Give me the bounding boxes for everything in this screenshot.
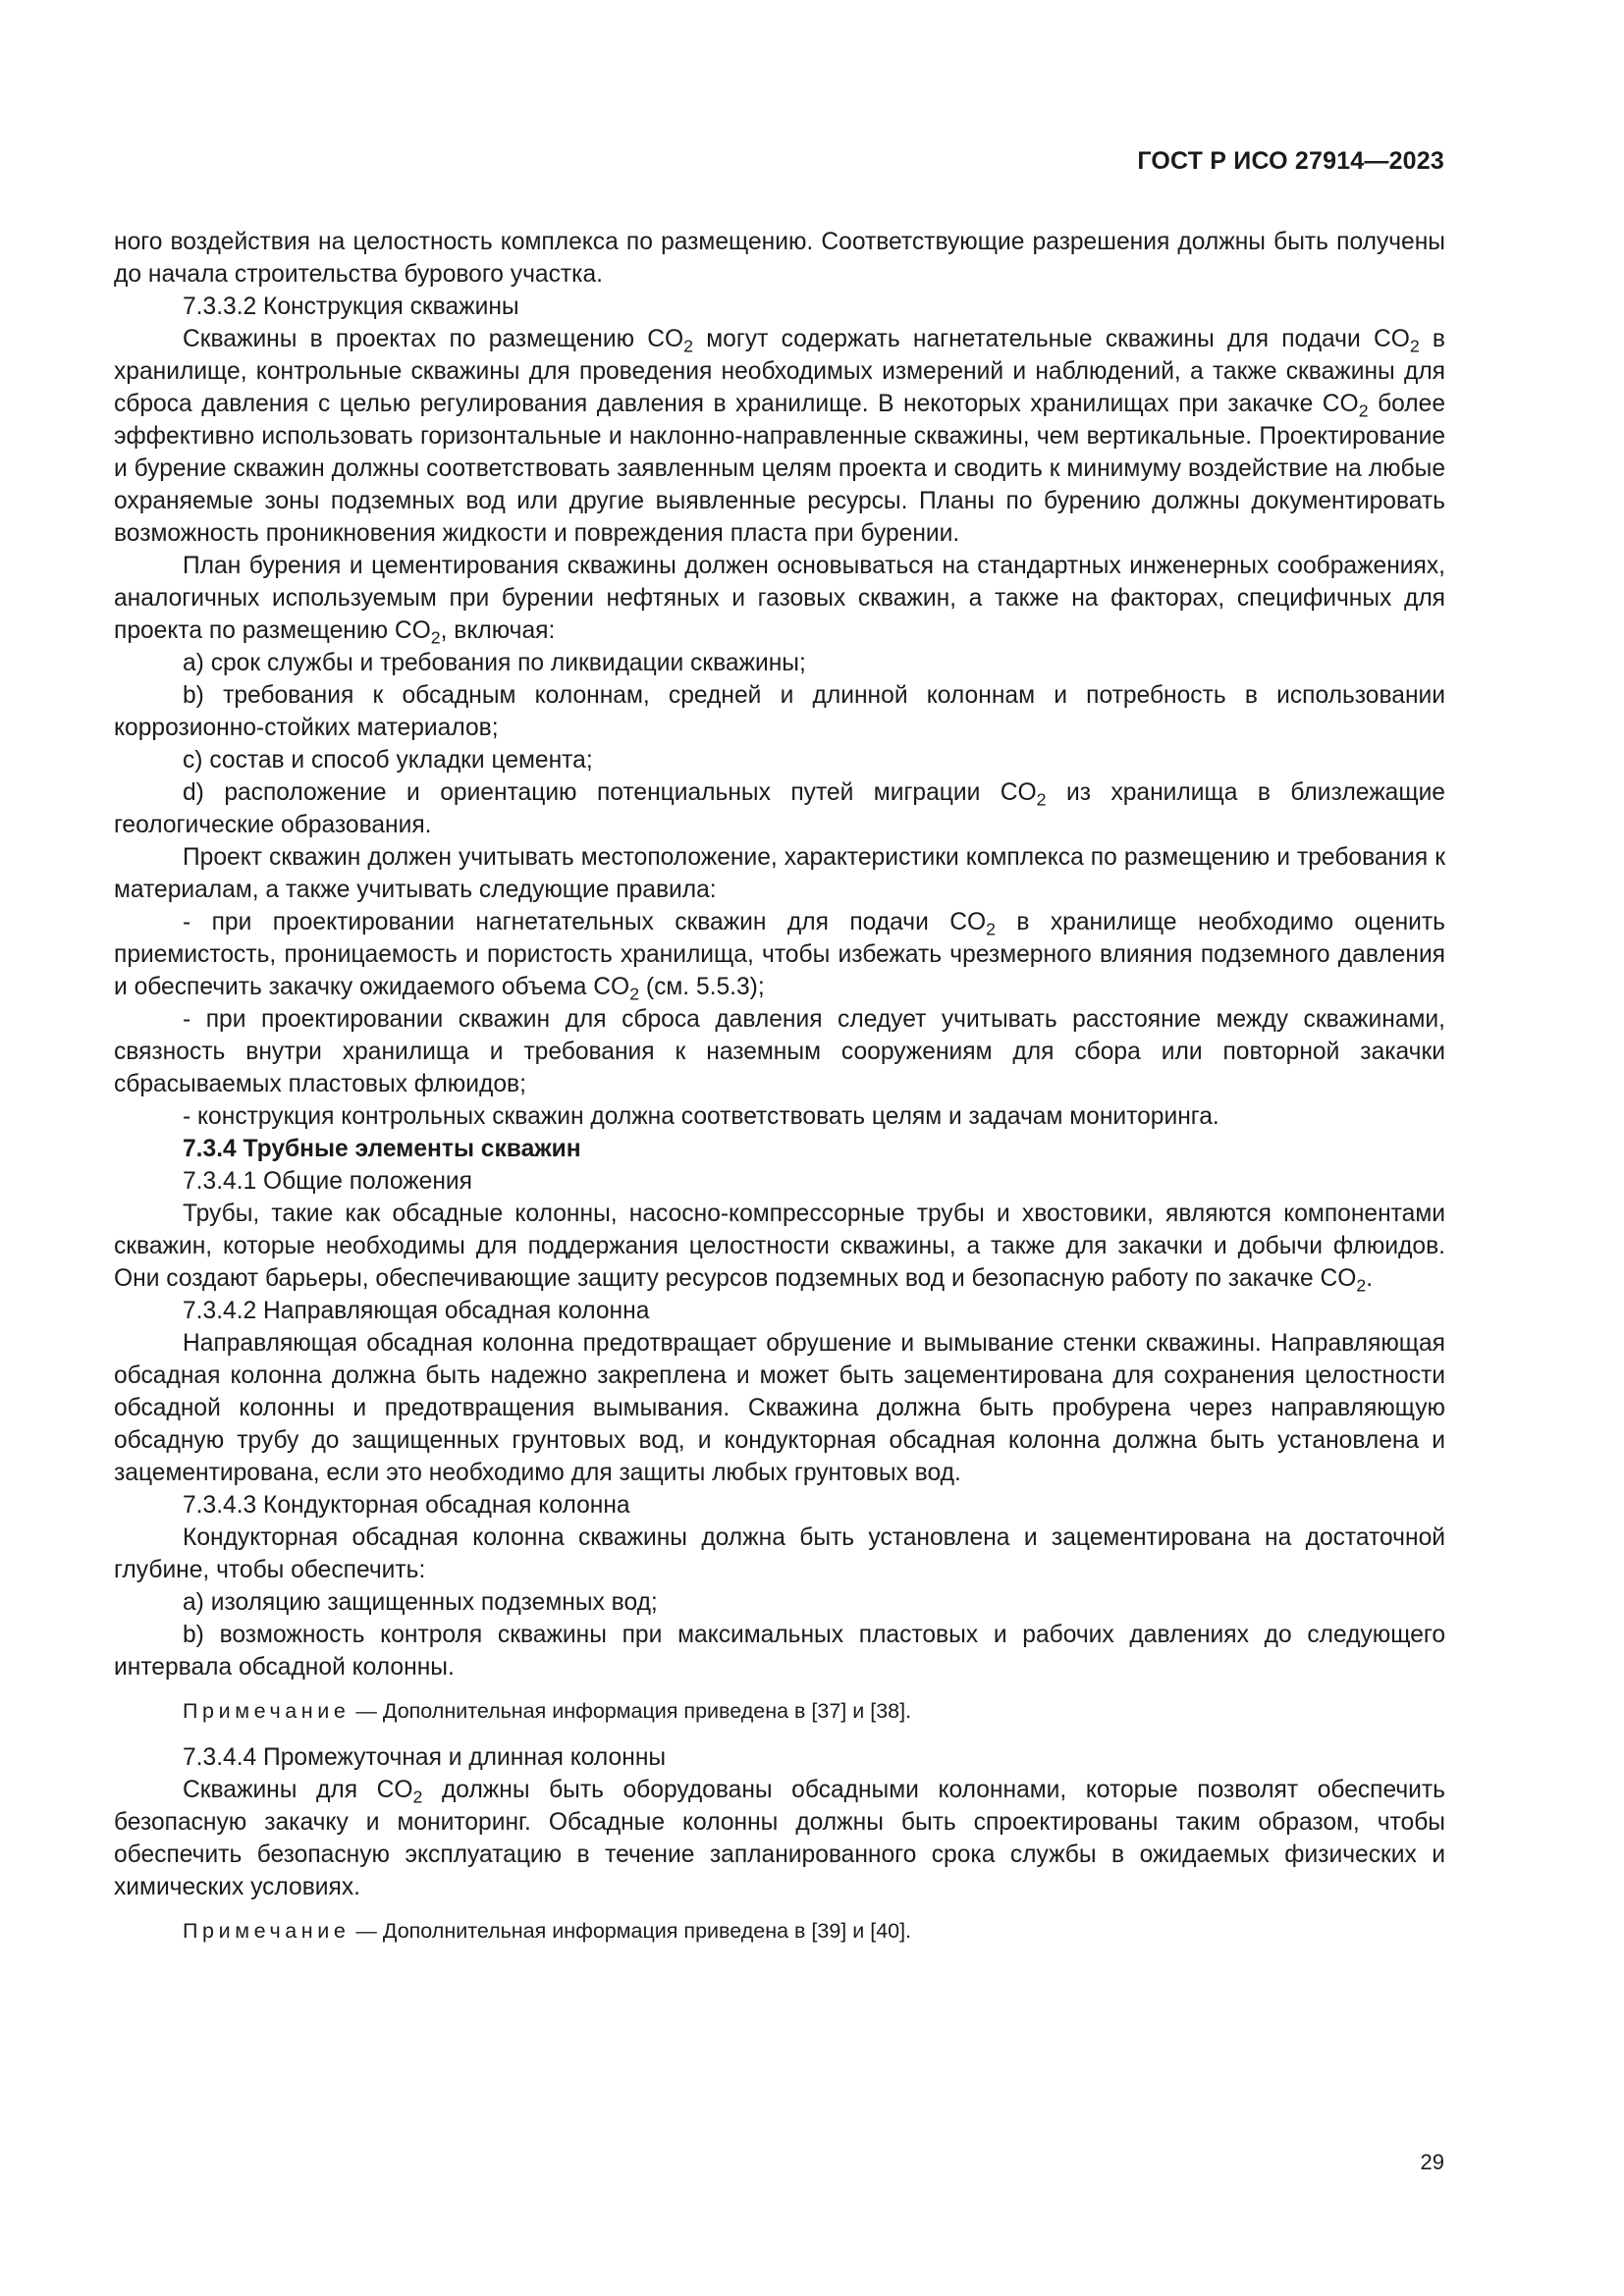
document-header-code: ГОСТ Р ИСО 27914—2023: [1137, 147, 1444, 175]
list-item: с) состав и способ укладки цемента;: [183, 747, 593, 774]
list-item: b) возможность контроля скважины при максимальных пластовых и рабочих давлениях до следующего интервала обсадной колонны.: [114, 1622, 1445, 1681]
document-body: [114, 226, 1445, 1961]
paragraph: Трубы, такие как обсадные колонны, насосно-компрессорные трубы и хвостовики, являются компонентами скважин, которые необходимы для поддержания целостности скважины, а также для закачки и добычи флюидов. Они создают барьеры, обеспечивающие защиту ресурсов подземных вод и безопасную работу по закачке $CO_2$.: [114, 1201, 1445, 1296]
note: Примечание — Дополнительная информация приведена в [37] и [38].: [183, 1699, 912, 1723]
section-heading-7-3-4-3: 7.3.4.3 Кондукторная обсадная колонна: [183, 1492, 630, 1519]
list-item: а) изоляцию защищенных подземных вод;: [183, 1589, 658, 1616]
note-label: Примечание: [183, 1699, 351, 1723]
dash-list-item: - при проектировании скважин для сброса давления следует учитывать расстояние между скважинами, связность внутри хранилища и требования к наземным сооружениям для сбора или повторной закачки сбрасываемых пластовых флюидов;: [114, 1006, 1445, 1097]
section-heading-7-3-4-1: 7.3.4.1 Общие положения: [183, 1168, 472, 1195]
list-item: b) требования к обсадным колоннам, средней и длинной колоннам и потребность в использовании коррозионно-стойких материалов;: [114, 682, 1445, 741]
paragraph: Проект скважин должен учитывать местоположение, характеристики комплекса по размещению и требования к материалам, а также учитывать следующие правила:: [114, 844, 1445, 903]
paragraph: План бурения и цементирования скважины должен основываться на стандартных инженерных соображениях, аналогичных используемым при бурении нефтяных и газовых скважин, а также на факторах, специфичных для проекта по размещению $CO_2$, включая:: [114, 553, 1445, 648]
section-heading-7-3-4-4: 7.3.4.4 Промежуточная и длинная колонны: [183, 1744, 667, 1771]
paragraph: Скважины для $CO_2$ должны быть оборудованы обсадными колоннами, которые позволят обеспечить безопасную закачку и мониторинг. Обсадные колонны должны быть спроектированы таким образом, чтобы обеспечить безопасную эксплуатацию в течение запланированного срока службы в ожидаемых физических и химических условиях.: [114, 1777, 1445, 1900]
paragraph: Направляющая обсадная колонна предотвращает обрушение и вымывание стенки скважины. Направляющая обсадная колонна должна быть надежно закреплена и может быть зацементирована для сохранения целостности обсадной колонны и предотвращения вымывания. Скважина должна быть пробурена через направляющую обсадную трубу до защищенных грунтовых вод, и кондукторная обсадная колонна должна быть установлена и зацементирована, если это необходимо для защиты любых грунтовых вод.: [114, 1330, 1445, 1486]
note: Примечание — Дополнительная информация приведена в [39] и [40].: [183, 1919, 912, 1943]
section-heading-7-3-4: 7.3.4 Трубные элементы скважин: [183, 1136, 581, 1162]
dash-list-item: - при проектировании нагнетательных скважин для подачи $CO_2$ в хранилище необходимо оценить приемистость, проницаемость и пористость хранилища, чтобы избежать чрезмерного влияния подземного давления и обеспечить закачку ожидаемого объема $CO_2$ (см. 5.5.3);: [114, 909, 1445, 1004]
paragraph: Кондукторная обсадная колонна скважины должна быть установлена и зацементирована на достаточной глубине, чтобы обеспечить:: [114, 1524, 1445, 1583]
section-heading-7-3-4-2: 7.3.4.2 Направляющая обсадная колонна: [183, 1298, 650, 1324]
list-item: а) срок службы и требования по ликвидации скважины;: [183, 650, 806, 676]
list-item: d) расположение и ориентацию потенциальных путей миграции $CO_2$ из хранилища в близлежащие геологические образования.: [114, 779, 1445, 838]
dash-list-item: - конструкция контрольных скважин должна соответствовать целям и задачам мониторинга.: [183, 1103, 1219, 1130]
paragraph: ного воздействия на целостность комплекса по размещению. Соответствующие разрешения должны быть получены до начала строительства бурового участка.: [114, 229, 1445, 288]
paragraph: Скважины в проектах по размещению $CO_2$ могут содержать нагнетательные скважины для подачи $CO_2$ в хранилище, контрольные скважины для проведения необходимых измерений и наблюдений, а также скважины для сброса давления с целью регулирования давления в хранилище. В некоторых хранилищах при закачке $CO_2$ более эффективно использовать горизонтальные и наклонно-направленные скважины, чем вертикальные. Проектирование и бурение скважин должны соответствовать заявленным целям проекта и сводить к минимуму воздействие на любые охраняемые зоны подземных вод или другие выявленные ресурсы. Планы по бурению должны документировать возможность проникновения жидкости и повреждения пласта при бурении.: [114, 326, 1446, 547]
section-heading-7-3-3-2: 7.3.3.2 Конструкция скважины: [183, 294, 519, 320]
note-label: Примечание: [183, 1919, 351, 1943]
page-number: 29: [1420, 2150, 1444, 2174]
